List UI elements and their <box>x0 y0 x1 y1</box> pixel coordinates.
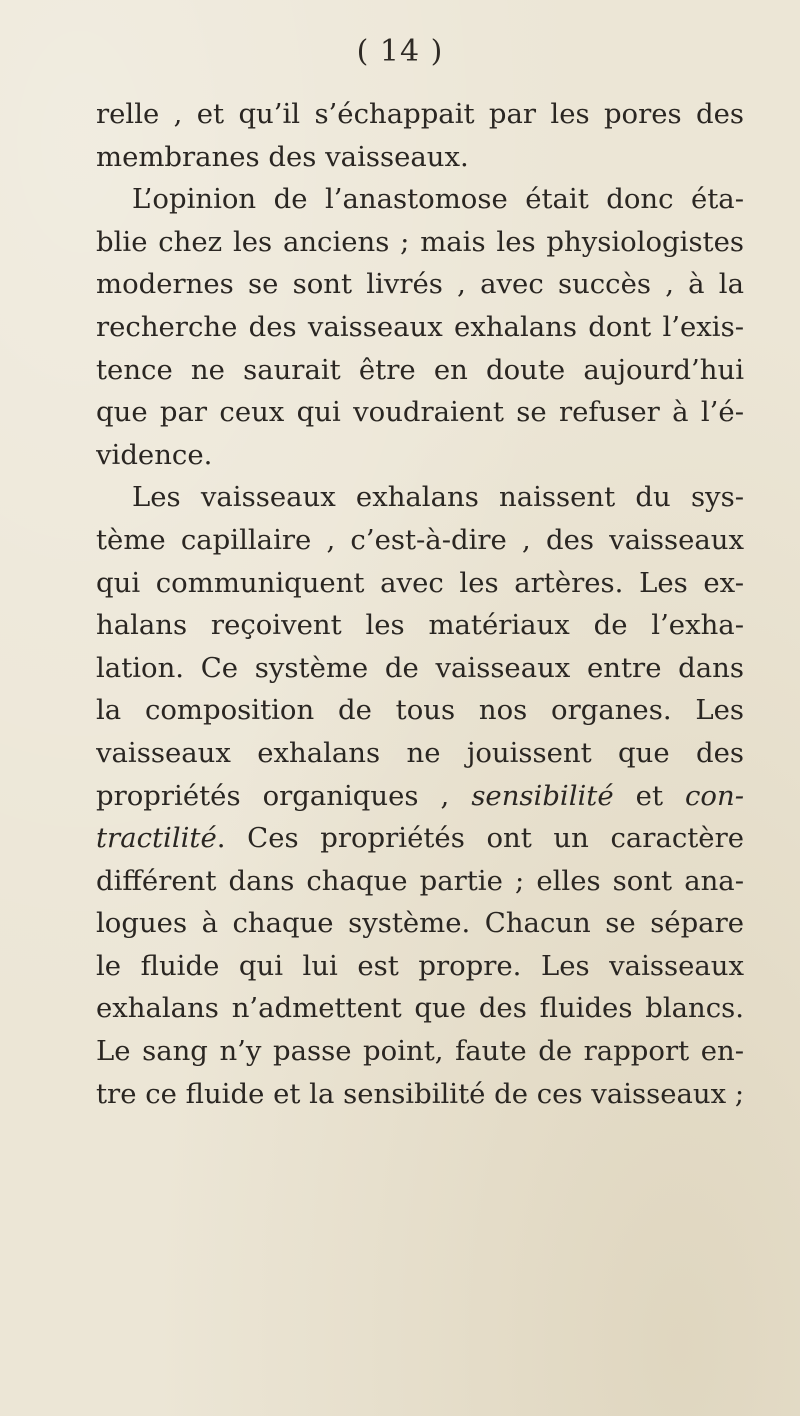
text-line: vaisseaux exhalans ne jouissent que des <box>96 736 744 769</box>
text-line: la composition de tous nos organes. Les <box>96 694 744 727</box>
body-text <box>96 93 744 1115</box>
text-line: Le sang n’y passe point, faute de rapport en- <box>96 1035 744 1068</box>
italic-term: con- <box>685 779 744 812</box>
text-line: recherche des vaisseaux exhalans dont l’exis- <box>96 310 744 343</box>
page-number: ( 14 ) <box>356 34 444 69</box>
text-line: propriétés organiques , sensibilité et con- <box>96 779 744 812</box>
text-line: logues à chaque système. Chacun se sépare <box>96 907 744 940</box>
text-line: tence ne saurait être en doute aujourd’hui <box>96 353 744 386</box>
text-line: tre ce fluide et la sensibilité de ces vaisseaux ; <box>96 1077 744 1110</box>
text-line: tème capillaire , c’est-à-dire , des vaisseaux <box>96 523 744 556</box>
text-line: le fluide qui lui est propre. Les vaisseaux <box>96 949 744 982</box>
text-line: vidence. <box>96 438 213 471</box>
text-line: qui communiquent avec les artères. Les ex- <box>96 566 744 599</box>
italic-term: sensibilité <box>471 779 614 812</box>
paragraph-start-line: L’opinion de l’anastomose était donc éta- <box>132 183 744 216</box>
text-line: blie chez les anciens ; mais les physiologistes <box>96 225 744 258</box>
text-line: exhalans n’admettent que des fluides blancs. <box>96 992 744 1025</box>
italic-term: tractilité <box>96 822 217 855</box>
text-line: halans reçoivent les matériaux de l’exha- <box>96 609 744 642</box>
paragraph-start-line: Les vaisseaux exhalans naissent du sys- <box>132 481 744 514</box>
text-line: tractilité. Ces propriétés ont un caractère <box>96 822 744 855</box>
text-line: différent dans chaque partie ; elles sont ana- <box>96 864 744 897</box>
text-line: relle , et qu’il s’échappait par les pores des <box>96 98 744 130</box>
text-line: que par ceux qui voudraient se refuser à l’é- <box>96 396 744 429</box>
text-line: lation. Ce système de vaisseaux entre dans <box>96 651 744 684</box>
text-line: modernes se sont livrés , avec succès , à la <box>96 268 744 301</box>
text-line: membranes des vaisseaux. <box>96 140 469 173</box>
